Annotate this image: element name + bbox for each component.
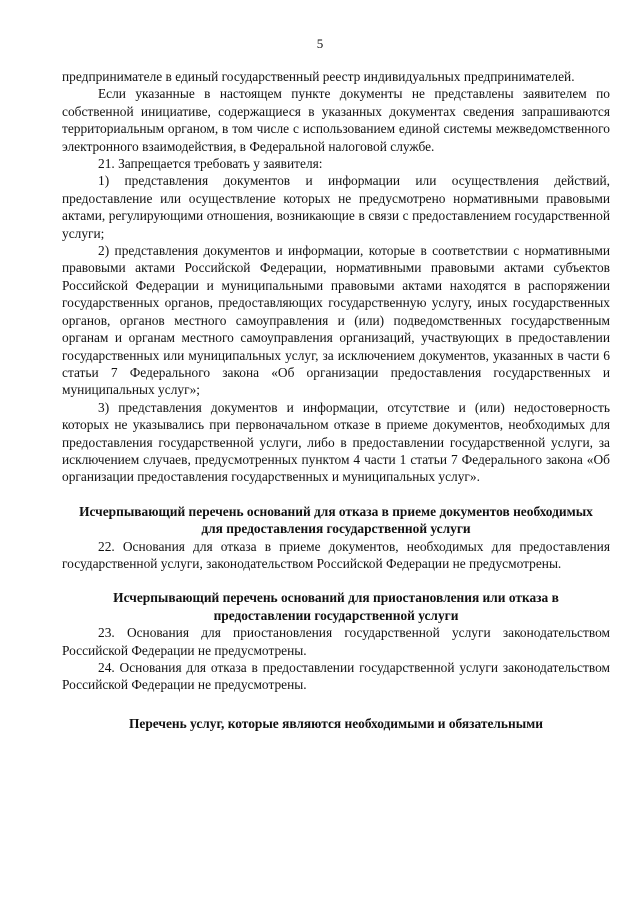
section-heading-required-services: Перечень услуг, которые являются необходимыми и обязательными xyxy=(129,715,543,731)
paragraph-tax-service-request: Если указанные в настоящем пункте документы не представлены заявителем по собственной инициативе, содержащиеся в указанных документах сведения запрашиваются территориальным органом, в том числе с использованием единой системы межведомственного электронного взаимодействия, в Федеральной налоговой службе. xyxy=(62,86,610,154)
spacer xyxy=(62,572,610,589)
paragraph-21-item-3: 3) представления документов и информации, отсутствие и (или) недостоверность которых не указывались при первоначальном отказе в приеме документов, необходимых для предоставления государственной услуги, либо в предоставлении государственной услуги, за исключением случаев, предусмотренных пунктом 4 части 1 статьи 7 Федерального закона «Об организации предоставления государственных и муниципальных услуг». xyxy=(62,399,610,485)
spacer xyxy=(62,486,610,503)
paragraph-21-item-1: 1) представления документов и информации или осуществления действий, предоставление или осуществление которых не предусмотрено нормативными правовыми актами, регулирующими отношения, возникающие в связи с предоставлением государственной услуги; xyxy=(62,173,610,241)
paragraph-23: 23. Основания для приостановления государственной услуги законодательством Российской Федерации не предусмотрены. xyxy=(62,625,610,658)
paragraph-21-item-2: 2) представления документов и информации, которые в соответствии с нормативными правовыми актами Российской Федерации, нормативными правовыми актами субъектов Российской Федерации и муниципальными правовыми актами находятся в распоряжении государственных органов, предоставляющих государственную услугу, иных государственных органов, органов местного самоуправления и (или) подведомственных государственным органам и органам местного самоуправления организаций, участвующих в предоставлении государственных или муниципальных услуг, за исключением документов, указанных в части 6 статьи 7 Федерального закона «Об организации предоставления государственных и муниципальных услуг»; xyxy=(62,243,610,398)
paragraph-21-intro: 21. Запрещается требовать у заявителя: xyxy=(98,156,323,172)
page-number: 5 xyxy=(316,36,324,51)
paragraph-22: 22. Основания для отказа в приеме документов, необходимых для предоставления государственной услуги, законодательством Российской Федерации не предусмотрены. xyxy=(62,538,610,571)
section-heading-suspension-refusal: Исчерпывающий перечень оснований для приостановления или отказа в предоставлении государственной услуги xyxy=(113,590,559,623)
paragraph-continuation: предпринимателе в единый государственный реестр индивидуальных предпринимателей. xyxy=(62,69,575,84)
paragraph-24: 24. Основания для отказа в предоставлении государственной услуги законодательством Российской Федерации не предусмотрены. xyxy=(62,660,610,693)
section-heading-refusal-documents: Исчерпывающий перечень оснований для отказа в приеме документов необходимых для предоставления государственной услуги xyxy=(79,503,593,537)
spacer xyxy=(62,694,610,711)
document-body xyxy=(62,68,610,732)
